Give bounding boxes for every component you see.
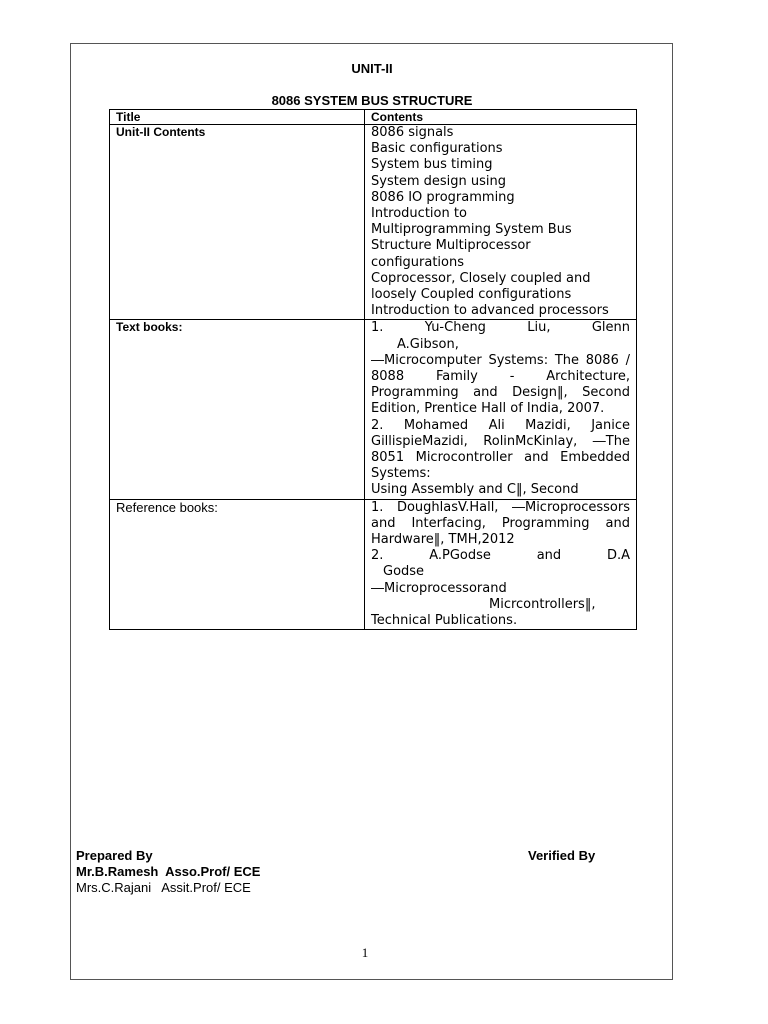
list-item: 8086 signals — [371, 125, 454, 140]
list-item: loosely Coupled configurations — [371, 287, 572, 303]
table-row — [110, 320, 637, 499]
row-title-reference-books: Reference books: — [110, 499, 365, 630]
prepared-by-label: Prepared By — [76, 848, 153, 863]
text-book-1-body: ―Microcomputer Systems: The 8086 / 8088 Family - Architecture, Programming and Design‖, Second Edition, Prentice Hall of India, 2007. — [371, 352, 630, 417]
prepared-by-block — [76, 848, 260, 896]
reference-books-list — [365, 499, 637, 630]
preparer-1: Mr.B.Ramesh Asso.Prof/ ECE — [76, 864, 261, 879]
preparer-2: Mrs.C.Rajani Assit.Prof/ ECE — [76, 880, 251, 895]
list-item: Introduction to advanced processors — [371, 303, 609, 319]
page-number: 1 — [361, 945, 369, 960]
table-header-row — [110, 110, 637, 125]
reference-book-1: 1. DoughlasV.Hall, ―Microprocessors and Interfacing, Programming and Hardware‖, TMH,2012 — [371, 499, 630, 548]
text-book-1-author: A.Gibson, — [397, 336, 459, 352]
reference-book-2-title-b: Micrcontrollers‖, — [489, 596, 596, 612]
reference-book-2-head: 2. A.PGodse and D.A — [371, 548, 630, 564]
text-book-2-body: 2. Mohamed Ali Mazidi, Janice GillispieMazidi, RolinMcKinlay, ―The 8051 Microcontroller and Embedded Systems: — [371, 417, 630, 482]
row-title-text-books: Text books: — [110, 320, 365, 499]
verified-by-label: Verified By — [528, 848, 596, 863]
list-item: Structure Multiprocessor — [371, 238, 531, 254]
page-heading: 8086 SYSTEM BUS STRUCTURE — [271, 93, 473, 108]
reference-book-2-title-a: ―Microprocessorand — [371, 580, 507, 596]
text-book-2-last: Using Assembly and C‖, Second — [371, 482, 579, 498]
text-book-1-head: 1. Yu-Cheng Liu, Glenn — [371, 320, 630, 336]
table-row — [110, 499, 637, 630]
unit-title: UNIT-II — [351, 61, 393, 76]
reference-book-2-publisher: Technical Publications. — [371, 613, 518, 629]
header-contents: Contents — [365, 110, 637, 125]
table-row — [110, 125, 637, 320]
list-item: Multiprogramming System Bus — [371, 222, 572, 238]
text-books-list — [365, 320, 637, 499]
list-item: Coprocessor, Closely coupled and — [371, 270, 591, 286]
list-item: Basic configurations — [371, 141, 503, 157]
syllabus-table — [109, 109, 637, 630]
list-item: Introduction to — [371, 206, 467, 222]
list-item: configurations — [371, 254, 465, 270]
list-item: System bus timing — [371, 157, 493, 173]
reference-book-2-author: Godse — [383, 564, 425, 580]
list-item: 8086 IO programming — [371, 189, 515, 205]
unit-contents-list — [365, 125, 637, 320]
list-item: System design using — [371, 173, 506, 189]
row-title-unit-contents: Unit-II Contents — [110, 125, 365, 320]
header-title: Title — [110, 110, 365, 125]
